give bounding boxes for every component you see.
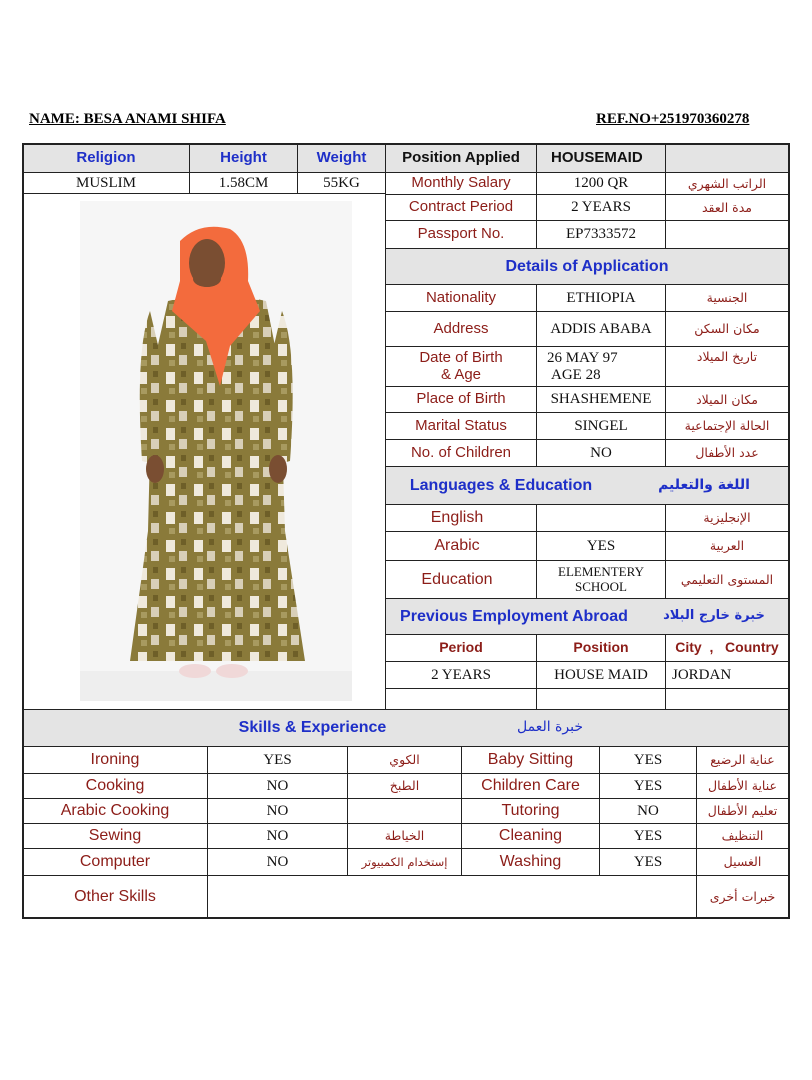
skill-ironing-label: Ironing: [90, 751, 140, 769]
skill-tutoring-ar: تعليم الأطفال: [707, 803, 778, 819]
arabic-value: YES: [586, 537, 616, 554]
skill-arabic-cooking-value: NO: [266, 802, 289, 819]
languages-ar-title: اللغة والتعليم: [658, 476, 750, 493]
education-ar: المستوى التعليمي: [680, 571, 774, 587]
contract-period-ar: مدة العقد: [702, 199, 752, 215]
skill-washing-ar: الغسيل: [723, 854, 762, 870]
skill-cooking-ar: الطبخ: [389, 778, 420, 794]
dob-ar: تاريخ الميلاد: [696, 349, 758, 365]
education-value-line2: SCHOOL: [574, 578, 627, 594]
skill-tutoring-label: Tutoring: [501, 802, 560, 820]
skill-arabic-cooking-label: Arabic Cooking: [60, 802, 170, 820]
nationality-label: Nationality: [425, 288, 497, 306]
employment-period-value: 2 YEARS: [431, 666, 491, 683]
skill-washing-label: Washing: [499, 853, 562, 871]
contract-period-label: Contract Period: [408, 198, 514, 216]
monthly-salary-label: Monthly Salary: [411, 174, 511, 192]
employment-ar-title: خبرة خارج البلاد: [663, 608, 765, 624]
skill-cleaning-ar: التنظيف: [721, 828, 764, 844]
position-applied-label: Position Applied: [402, 148, 520, 166]
height-label: Height: [220, 148, 267, 166]
skill-sewing-label: Sewing: [88, 827, 142, 845]
employment-position-value: HOUSE MAID: [554, 666, 648, 683]
skill-cleaning-label: Cleaning: [498, 827, 563, 845]
marital-status-ar: الحالة الإجتماعية: [684, 418, 770, 434]
skill-ironing-ar: الكوي: [389, 752, 420, 768]
skill-children-care-label: Children Care: [481, 777, 580, 795]
weight-value: 55KG: [323, 174, 360, 191]
skill-computer-ar: إستخدام الكمبيوتر: [361, 854, 448, 869]
religion-value: MUSLIM: [75, 174, 136, 191]
reference-number: REF.NO+251970360278: [596, 111, 750, 127]
skill-children-care-ar: عناية الأطفال: [708, 778, 777, 794]
applicant-photo: [80, 201, 352, 701]
dob-date: 26 MAY 97: [547, 350, 618, 366]
applicant-name: NAME: BESA ANAMI SHIFA: [29, 111, 226, 127]
children-value: NO: [590, 444, 612, 461]
employment-title: Previous Employment Abroad: [400, 607, 628, 625]
passport-label: Passport No.: [417, 225, 505, 243]
city-country-col-header: City , Country: [675, 639, 779, 656]
marital-status-value: SINGEL: [574, 417, 628, 434]
english-label: English: [430, 509, 484, 527]
marital-status-label: Marital Status: [415, 416, 507, 434]
religion-label: Religion: [76, 148, 136, 166]
education-label: Education: [421, 570, 493, 588]
skill-computer-value: NO: [266, 853, 289, 870]
children-ar: عدد الأطفال: [695, 445, 759, 461]
other-skills-label: Other Skills: [74, 887, 156, 905]
arabic-label: Arabic: [434, 537, 480, 555]
contract-period-value: 2 YEARS: [571, 199, 631, 216]
skill-cooking-label: Cooking: [85, 777, 145, 795]
details-title: Details of Application: [505, 257, 669, 275]
skill-baby-sitting-value: YES: [633, 751, 663, 768]
place-of-birth-ar: مكان الميلاد: [696, 391, 758, 407]
skill-baby-sitting-ar: عناية الرضيع: [710, 752, 775, 768]
place-of-birth-label: Place of Birth: [416, 390, 506, 408]
position-col-header: Position: [573, 639, 629, 656]
skill-baby-sitting-label: Baby Sitting: [487, 751, 574, 769]
education-value-line1: ELEMENTERY: [558, 564, 644, 580]
english-ar: الإنجليزية: [703, 510, 751, 526]
monthly-salary-ar: الراتب الشهري: [687, 175, 767, 191]
skill-tutoring-value: NO: [637, 802, 659, 819]
other-skills-ar: خبرات أخرى: [709, 888, 776, 904]
address-label: Address: [433, 319, 489, 337]
address-ar: مكان السكن: [694, 321, 760, 337]
place-of-birth-value: SHASHEMENE: [550, 391, 652, 408]
monthly-salary-value: 1200 QR: [573, 175, 629, 192]
education-value: [537, 561, 665, 598]
english-value: [537, 505, 665, 531]
children-label: No. of Children: [410, 443, 512, 461]
skill-sewing-value: NO: [266, 827, 289, 844]
skill-sewing-ar: الخياطة: [384, 828, 425, 844]
dob-label-line1: Date of Birth: [419, 349, 503, 366]
skill-children-care-value: YES: [633, 777, 663, 794]
height-value: 1.58CM: [218, 174, 269, 191]
period-col-header: Period: [439, 639, 483, 656]
skill-washing-value: YES: [633, 853, 663, 870]
employment-country-value: JORDAN: [672, 666, 732, 683]
dob-label-line2: & Age: [440, 365, 482, 383]
position-applied-value: HOUSEMAID: [551, 148, 643, 166]
skills-title: Skills & Experience: [238, 719, 387, 737]
passport-value: EP7333572: [565, 226, 636, 243]
languages-title: Languages & Education: [409, 476, 593, 494]
nationality-value: ETHIOPIA: [566, 289, 636, 306]
arabic-ar: العربية: [709, 538, 745, 554]
skill-cooking-value: NO: [266, 777, 289, 794]
nationality-ar: الجنسية: [706, 290, 748, 306]
dob-value: [537, 347, 665, 386]
skills-ar-title: خبرة العمل: [517, 719, 583, 736]
dob-label: [386, 347, 536, 386]
address-value: ADDIS ABABA: [550, 320, 652, 337]
skill-computer-label: Computer: [79, 853, 151, 871]
weight-label: Weight: [316, 148, 367, 166]
skill-ironing-value: YES: [263, 751, 292, 768]
dob-age: AGE 28: [551, 366, 601, 383]
skill-cleaning-value: YES: [633, 827, 663, 844]
